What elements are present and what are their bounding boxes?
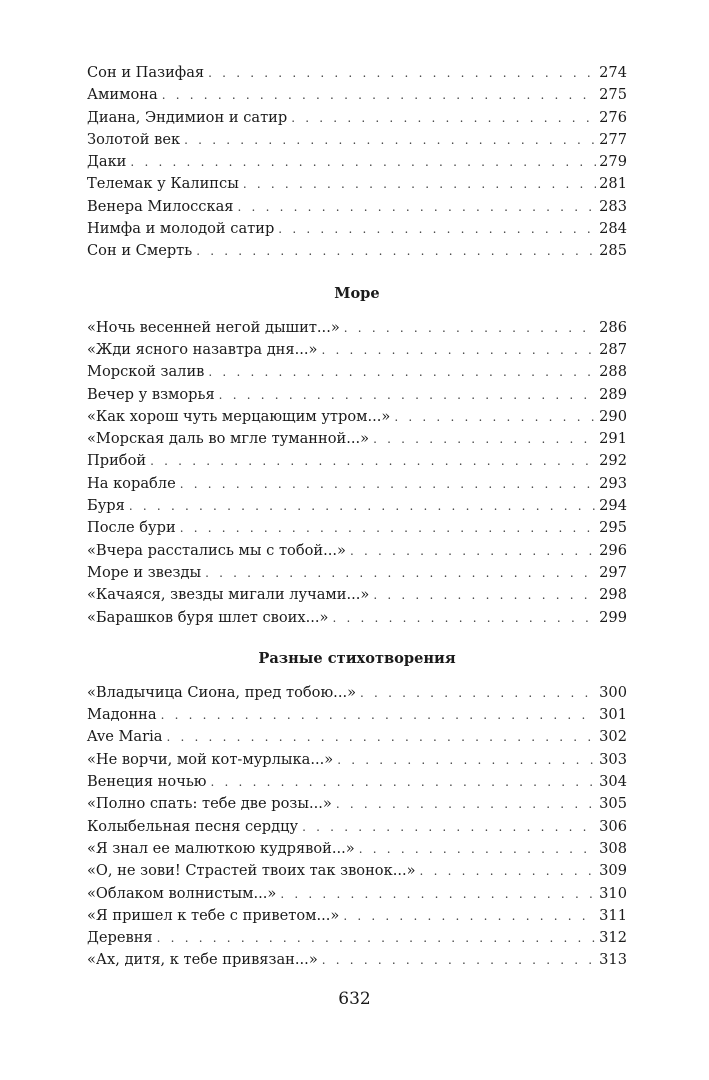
toc-entry (87, 860, 627, 882)
dot-leader (280, 883, 596, 905)
dot-leader (336, 793, 596, 815)
toc-entry-title: Деревня (87, 929, 153, 947)
toc-entry-page: 279 (599, 153, 627, 171)
toc-entry (87, 84, 627, 106)
toc-entry-page: 305 (599, 795, 627, 813)
dot-leader (344, 317, 596, 339)
toc-entry-title: «Не ворчи, мой кот-мурлыка...» (87, 750, 334, 768)
toc-entry-page: 303 (599, 750, 627, 768)
toc-entry-page: 304 (599, 773, 627, 791)
toc-entry-title: «Качаяся, звезды мигали лучами...» (87, 586, 370, 604)
toc-entry-title: «Как хорош чуть мерцающим утром...» (87, 407, 391, 425)
toc-entry-title: Сон и Пазифая (87, 64, 205, 81)
toc-entry-page: 298 (599, 586, 627, 604)
toc-entry (87, 816, 627, 838)
toc-entry-title: Даки (87, 153, 127, 171)
dot-leader (350, 540, 596, 562)
section-heading-various-poems: Разные стихотворения (258, 649, 456, 667)
toc-entry-title: Золотой век (87, 130, 181, 148)
toc-entry-page: 290 (599, 407, 627, 425)
toc-entry-page: 297 (599, 563, 627, 581)
toc-entry-page: 308 (599, 839, 627, 857)
toc-entry-title: Море и звезды (87, 563, 202, 581)
dot-leader (157, 927, 597, 949)
toc-entry-title: Морской залив (87, 363, 205, 381)
toc-entry (87, 151, 627, 173)
dot-leader (302, 816, 596, 838)
toc-entry-title: Диана, Эндимион и сатир (87, 108, 288, 126)
dot-leader (166, 726, 596, 748)
dot-leader (205, 562, 596, 584)
toc-entry (87, 704, 627, 726)
dot-leader (196, 240, 596, 262)
toc-entry-title: «Морская даль во мгле туманной...» (87, 430, 370, 448)
toc-entry (87, 726, 627, 748)
toc-entry-page: 287 (599, 340, 627, 358)
toc-entry-title: «Ночь весенней негой дышит...» (87, 318, 340, 336)
toc-entry (87, 749, 627, 771)
dot-leader (343, 905, 596, 927)
toc-entry-page: 288 (599, 363, 627, 381)
toc-entry-page: 302 (599, 728, 627, 746)
dot-leader (219, 384, 596, 406)
toc-section-various-poems (87, 682, 627, 972)
toc-entry-title: «Я знал ее малюткою кудрявой...» (87, 839, 355, 857)
toc-entry-page: 286 (599, 318, 627, 336)
dot-leader (360, 682, 596, 704)
toc-entry-page: 275 (599, 86, 627, 104)
toc-entry-page: 292 (599, 452, 627, 470)
toc-entry (87, 607, 627, 629)
dot-leader (322, 949, 596, 971)
toc-entry-page: 306 (599, 817, 627, 835)
toc-entry-title: «О, не зови! Страстей твоих так звонок...» (87, 862, 416, 880)
dot-leader (208, 62, 596, 84)
dot-leader (211, 771, 597, 793)
toc-entry (87, 107, 627, 129)
dot-leader (208, 361, 596, 383)
toc-entry-title: Вечер у взморья (87, 385, 215, 403)
toc-entry (87, 218, 627, 240)
toc-entry-title: «Владычица Сиона, пред тобою...» (87, 683, 357, 701)
dot-leader (150, 450, 596, 472)
toc-entry (87, 384, 627, 406)
dot-leader (332, 607, 596, 629)
toc-entry (87, 361, 627, 383)
toc-entry-page: 301 (599, 706, 627, 724)
toc-entry (87, 495, 627, 517)
dot-leader (359, 838, 596, 860)
section-heading-sea: Море (334, 284, 380, 302)
toc-entry-title: «Жди ясного назавтра дня...» (87, 340, 318, 358)
dot-leader (321, 339, 596, 361)
toc-entry-page: 274 (599, 64, 627, 81)
toc-section-sea (87, 317, 627, 629)
toc-entry-title: «Я пришел к тебе с приветом...» (87, 906, 340, 924)
toc-entry (87, 173, 627, 195)
toc-entry-page: 294 (599, 497, 627, 515)
toc-entry-page: 300 (599, 683, 627, 701)
dot-leader (394, 406, 596, 428)
toc-entry-page: 296 (599, 541, 627, 559)
toc-entry (87, 406, 627, 428)
toc-entry (87, 562, 627, 584)
dot-leader (291, 107, 596, 129)
toc-entry-page: 313 (599, 951, 627, 969)
toc-entry-title: «Полно спать: тебе две розы...» (87, 795, 332, 813)
toc-entry (87, 62, 627, 84)
toc-entry-page: 293 (599, 474, 627, 492)
toc-entry (87, 771, 627, 793)
toc-entry (87, 883, 627, 905)
toc-entry-page: 309 (599, 862, 627, 880)
toc-entry-page: 312 (599, 929, 627, 947)
toc-section-mythology (87, 62, 627, 263)
toc-entry-page: 295 (599, 519, 627, 537)
toc-entry-page: 310 (599, 884, 627, 902)
toc-entry-title: Колыбельная песня сердцу (87, 817, 299, 835)
dot-leader (278, 218, 596, 240)
toc-entry-page: 277 (599, 130, 627, 148)
toc-entry (87, 682, 627, 704)
toc-entry-page: 289 (599, 385, 627, 403)
toc-entry-page: 299 (599, 608, 627, 626)
toc-entry-title: Мадонна (87, 706, 157, 724)
toc-entry-page: 284 (599, 220, 627, 238)
dot-leader (130, 151, 596, 173)
toc-entry-title: «Барашков буря шлет своих...» (87, 608, 329, 626)
toc-entry-page: 283 (599, 197, 627, 215)
toc-entry-title: Буря (87, 497, 125, 515)
dot-leader (161, 704, 597, 726)
dot-leader (373, 428, 596, 450)
toc-entry-page: 276 (599, 108, 627, 126)
page-number: 632 (338, 989, 371, 1009)
toc-entry-page: 281 (599, 175, 627, 193)
toc-entry (87, 793, 627, 815)
toc-entry-title: Нимфа и молодой сатир (87, 220, 275, 238)
toc-entry (87, 584, 627, 606)
dot-leader (129, 495, 596, 517)
toc-entry-title: Сон и Смерть (87, 242, 193, 260)
toc-entry (87, 196, 627, 218)
toc-entry-title: Амимона (87, 86, 158, 104)
toc-entry (87, 339, 627, 361)
toc-entry-page: 311 (599, 906, 627, 924)
toc-entry-title: «Вчера расстались мы с тобой...» (87, 541, 346, 559)
toc-entry-title: «Ах, дитя, к тебе привязан...» (87, 951, 318, 969)
dot-leader (373, 584, 596, 606)
toc-entry-title: Венера Милосская (87, 197, 234, 215)
toc-entry-title: После бури (87, 519, 176, 537)
toc-entry (87, 517, 627, 539)
toc-entry (87, 473, 627, 495)
toc-entry (87, 129, 627, 151)
dot-leader (238, 196, 597, 218)
toc-entry-title: Прибой (87, 452, 147, 470)
dot-leader (180, 473, 596, 495)
toc-entry (87, 428, 627, 450)
dot-leader (184, 129, 596, 151)
dot-leader (337, 749, 596, 771)
dot-leader (243, 173, 596, 195)
dot-leader (420, 860, 597, 882)
dot-leader (180, 517, 596, 539)
toc-entry (87, 450, 627, 472)
toc-entry (87, 927, 627, 949)
toc-entry-title: Ave Maria (87, 728, 163, 746)
toc-entry-title: Венеция ночью (87, 773, 207, 791)
table-of-contents (87, 62, 627, 972)
toc-entry-title: «Облаком волнистым...» (87, 884, 277, 902)
toc-entry-page: 285 (599, 242, 627, 260)
toc-entry (87, 240, 627, 262)
toc-entry (87, 838, 627, 860)
toc-entry (87, 540, 627, 562)
toc-entry (87, 905, 627, 927)
toc-entry (87, 317, 627, 339)
toc-entry (87, 949, 627, 971)
toc-entry-page: 291 (599, 430, 627, 448)
toc-entry-title: Телемак у Калипсы (87, 175, 239, 193)
dot-leader (162, 84, 596, 106)
toc-entry-title: На корабле (87, 474, 176, 492)
